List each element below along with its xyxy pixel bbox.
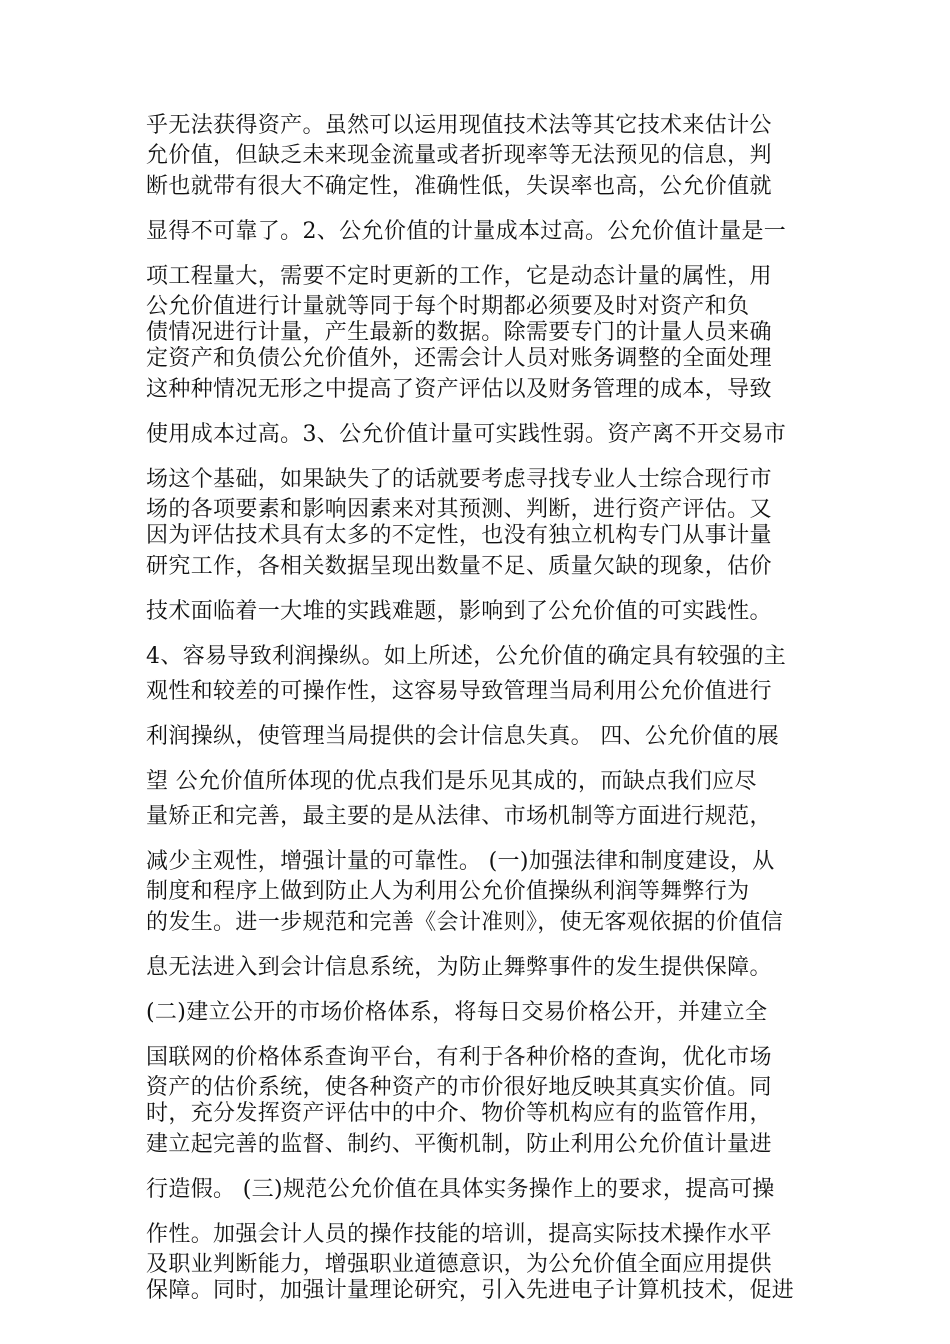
text-line: 公允价值进行计量就等同于每个时期都必须要及时对资产和负 — [146, 294, 750, 319]
text-line: 的发生。进一步规范和完善《会计准则》，使无客观依据的价值信 — [146, 910, 784, 935]
text-line: 显得不可靠了。2、公允价值的计量成本过高。公允价值计量是一 — [146, 219, 787, 244]
text-line: 望 公允价值所体现的优点我们是乐见其成的，而缺点我们应尽 — [146, 769, 757, 794]
text-line: 及职业判断能力，增强职业道德意识，为公允价值全面应用提供 — [146, 1252, 772, 1277]
text-line: 研究工作，各相关数据呈现出数量不足、质量欠缺的现象，估价 — [146, 554, 772, 579]
text-line: 因为评估技术具有太多的不定性，也没有独立机构专门从事计量 — [146, 523, 772, 548]
text-line: 行造假。 (三)规范公允价值在具体实务操作上的要求，提高可操 — [146, 1177, 775, 1202]
text-line: 场的各项要素和影响因素来对其预测、判断，进行资产评估。又 — [146, 497, 772, 522]
text-line: 4、容易导致利润操纵。如上所述，公允价值的确定具有较强的主 — [146, 644, 787, 669]
text-line: 利润操纵，使管理当局提供的会计信息失真。 四、公允价值的展 — [146, 724, 780, 749]
text-line: 断也就带有很大不确定性，准确性低，失误率也高，公允价值就 — [146, 174, 772, 199]
text-line: 保障。同时，加强计量理论研究，引入先进电子计算机技术，促进 — [146, 1278, 795, 1303]
text-line: 债情况进行计量，产生最新的数据。除需要专门的计量人员来确 — [146, 320, 772, 345]
text-line: 减少主观性，增强计量的可靠性。 (一)加强法律和制度建设，从 — [146, 849, 775, 874]
text-line: 观性和较差的可操作性，这容易导致管理当局利用公允价值进行 — [146, 679, 772, 704]
text-line: 制度和程序上做到防止人为利用公允价值操纵利润等舞弊行为 — [146, 879, 750, 904]
text-line: 建立起完善的监督、制约、平衡机制，防止利用公允价值计量进 — [146, 1132, 772, 1157]
text-line: 场这个基础，如果缺失了的话就要考虑寻找专业人士综合现行市 — [146, 467, 772, 492]
text-line: 定资产和负债公允价值外，还需会计人员对账务调整的全面处理 — [146, 346, 772, 371]
text-line: 这种种情况无形之中提高了资产评估以及财务管理的成本，导致 — [146, 377, 772, 402]
text-line: 资产的估价系统，使各种资产的市价很好地反映其真实价值。同 — [146, 1075, 772, 1100]
text-line: 项工程量大，需要不定时更新的工作，它是动态计量的属性，用 — [146, 264, 772, 289]
text-line: 乎无法获得资产。虽然可以运用现值技术法等其它技术来估计公 — [146, 113, 772, 138]
text-line: 时，充分发挥资产评估中的中介、物价等机构应有的监管作用， — [146, 1101, 772, 1126]
text-line: 使用成本过高。3、公允价值计量可实践性弱。资产离不开交易市 — [146, 422, 787, 447]
text-line: (二)建立公开的市场价格体系，将每日交易价格公开，并建立全 — [146, 1000, 768, 1025]
text-line: 量矫正和完善，最主要的是从法律、市场机制等方面进行规范， — [146, 804, 772, 829]
text-line: 允价值，但缺乏未来现金流量或者折现率等无法预见的信息，判 — [146, 143, 772, 168]
body-text — [146, 108, 812, 1304]
text-line: 作性。加强会计人员的操作技能的培训，提高实际技术操作水平 — [146, 1222, 772, 1247]
text-line: 技术面临着一大堆的实践难题，影响到了公允价值的可实践性。 — [146, 599, 772, 624]
text-line: 国联网的价格体系查询平台，有利于各种价格的查询，优化市场 — [146, 1045, 772, 1070]
text-line: 息无法进入到会计信息系统，为防止舞弊事件的发生提供保障。 — [146, 955, 772, 980]
